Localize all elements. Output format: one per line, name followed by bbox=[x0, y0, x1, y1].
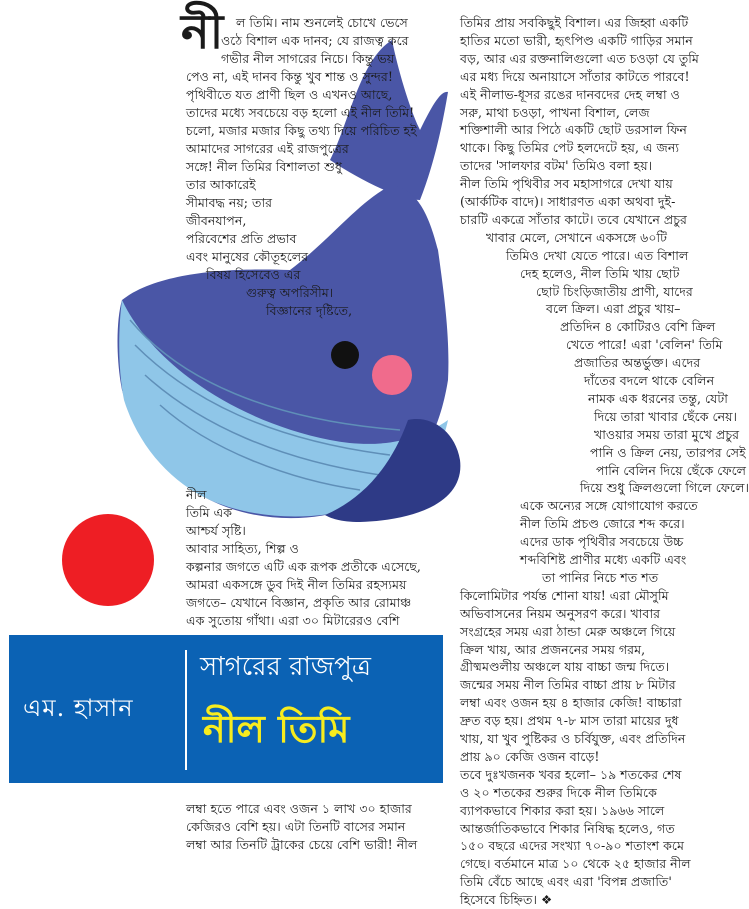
text-line: চলো, মজার মজার কিছু তথ্য দিয়ে পরিচিত হই bbox=[186, 123, 417, 138]
text-line: একে অন্যের সঙ্গে যোগাযোগ করতে bbox=[520, 498, 698, 514]
text-line: সীমাবদ্ধ নয়; তার bbox=[186, 195, 273, 210]
text-line: খাবার মেলে, সেখানে একসঙ্গে ৬০টি bbox=[486, 229, 667, 245]
text-line: গেছে। বর্তমানে মাত্র ১০ থেকে ২৫ হাজার নীল bbox=[460, 856, 691, 872]
text-line: তার আকারেই bbox=[186, 177, 256, 192]
text-line: (আর্কটিক বাদে)। সাধারণত একা অথবা দুই- bbox=[460, 194, 676, 209]
text-line: জন্মের সময় নীল তিমির বাচ্চা প্রায় ৮ মিটার bbox=[460, 677, 676, 693]
text-line: বিষয় হিসেবেও এর bbox=[206, 267, 301, 282]
text-line: ১৫০ বছরে এদের সংখ্যা ৭০-৯০ শতাংশ কমে bbox=[460, 838, 684, 854]
text-line: পরিবেশের প্রতি প্রভাব bbox=[186, 231, 297, 246]
text-line: গভীর নীল সাগরের নিচে। কিন্তু ভয় bbox=[221, 51, 395, 66]
text-line: গ্রীষ্মমণ্ডলীয় অঞ্চলে যায় বাচ্চা জন্ম দিতে। bbox=[460, 659, 670, 675]
red-circle-decoration bbox=[62, 514, 154, 606]
text-line: চারটি একত্রে সাঁতার কাটে। তবে যেখানে প্রচুর bbox=[460, 211, 687, 227]
text-line: নীল তিমি প্রচণ্ড জোরে শব্দ করে। bbox=[520, 516, 685, 532]
drop-cap: নী bbox=[181, 4, 224, 60]
text-line: লম্বা আর তিনটি ট্রাকের চেয়ে বেশি ভারী! নীল bbox=[186, 837, 418, 852]
text-line: আমাদের সাগরের এই রাজপুত্রের bbox=[186, 141, 349, 156]
text-line: ব্যাপকভাবে শিকার করা হয়। ১৯৬৬ সালে bbox=[460, 802, 665, 818]
text-line: হিসেবে চিহ্নিত। ❖ bbox=[460, 892, 553, 908]
text-line: ওঠে বিশাল এক দানব; যে রাজত্ব করে bbox=[221, 33, 409, 48]
text-line: এবং মানুষের কৌতূহলের bbox=[186, 249, 309, 264]
text-line: ছোট চিংড়িজাতীয় প্রাণী, যাদের bbox=[536, 283, 693, 299]
text-line: সরু, মাথা চওড়া, পাখনা বিশাল, লেজ bbox=[460, 104, 650, 120]
whale-cheek bbox=[372, 355, 412, 395]
text-line: ও ২০ শতকের শুরুর দিকে নীল তিমিকে bbox=[460, 784, 657, 800]
text-line: এই নীলাভ-ধূসর রঙের দানবদের দেহ লম্বা ও bbox=[460, 86, 680, 102]
text-line: তাদের 'সালফার বটম' তিমিও বলা হয়। bbox=[460, 158, 653, 174]
text-line: ল তিমি। নাম শুনলেই চোখে ভেসে bbox=[236, 15, 408, 30]
text-line: শক্তিশালী আর পিঠে একটি ছোট ডরসাল ফিন bbox=[460, 122, 687, 138]
text-line: হাতির মতো ভারী, হৃৎপিণ্ড একটি গাড়ির সমান bbox=[460, 32, 693, 48]
text-line: খায়, যা খুব পুষ্টিকর ও চর্বিযুক্ত, এবং প্রতিদিন bbox=[460, 731, 686, 746]
text-line: বড়, আর এর রক্তনালিগুলো এত চওড়া যে তুমি bbox=[460, 50, 699, 66]
text-line: শব্দবিশিষ্ট প্রাণীর মধ্যে একটি এবং bbox=[520, 552, 687, 567]
banner-divider bbox=[185, 650, 187, 770]
text-line: লম্বা এবং ওজন হয় ৪ হাজার কেজি! বাচ্চারা bbox=[460, 695, 682, 711]
text-line: তাদের মধ্যে সবচেয়ে বড় হলো এই নীল তিমি! bbox=[186, 105, 415, 120]
text-line: খেতে পারে! এরা 'বেলিন' তিমি bbox=[566, 337, 723, 353]
text-line: প্রায় ৯০ কেজি ওজন বাড়ে! bbox=[460, 748, 600, 764]
text-line: তিমিও দেখা যেতে পারে। এত বিশাল bbox=[506, 247, 689, 263]
text-line: কেজিরও বেশি হয়। এটা তিনটি বাসের সমান bbox=[186, 819, 406, 834]
text-line: সংগ্রহের সময় এরা ঠান্ডা মেরু অঞ্চলে গিয়ে bbox=[460, 623, 676, 639]
text-line: পানি ও ক্রিল নেয়, তারপর সেই bbox=[590, 444, 746, 460]
text-line: কিলোমিটার পর্যন্ত শোনা যায়! এরা মৌসুমি bbox=[460, 587, 669, 603]
text-line: কল্পনার জগতে এটি এক রূপক প্রতীকে এসেছে, bbox=[186, 559, 421, 574]
title-line-2: নীল তিমি bbox=[203, 706, 350, 751]
text-line: আন্তর্জাতিকভাবে শিকার নিষিদ্ধ হলেও, গত bbox=[460, 820, 675, 836]
text-line: থাকে। কিছু তিমির পেট হলদেটে হয়, এ জন্য bbox=[460, 140, 679, 156]
text-line: দিয়ে তারা খাবার ছেঁকে নেয়। bbox=[594, 408, 738, 424]
text-line: এর মধ্য দিয়ে অনায়াসে সাঁতার কাটতে পারবে! bbox=[460, 68, 690, 84]
text-line: আবার সাহিত্য, শিল্প ও bbox=[186, 541, 299, 556]
text-line: গুরুত্ব অপরিসীম। bbox=[246, 285, 334, 300]
text-line: পেও না, এই দানব কিন্তু খুব শান্ত ও সুন্দর! bbox=[186, 69, 393, 84]
text-line: প্রজাতির অন্তর্ভুক্ত। এদের bbox=[574, 355, 701, 371]
text-line: বিজ্ঞানের দৃষ্টিতে, bbox=[266, 303, 353, 318]
text-line: লম্বা হতে পারে এবং ওজন ১ লাখ ৩০ হাজার bbox=[186, 801, 412, 816]
text-line: নামক এক ধরনের তন্তু, যেটা bbox=[588, 390, 728, 406]
text-line: পানি বেলিন দিয়ে ছেঁকে ফেলে bbox=[596, 462, 747, 478]
text-line: দাঁতের বদলে থাকে বেলিন bbox=[584, 373, 715, 388]
author-name: এম. হাসান bbox=[23, 694, 134, 722]
text-line: নীল তিমি পৃথিবীর সব মহাসাগরে দেখা যায় bbox=[460, 176, 673, 192]
text-line: বলে ক্রিল। এরা প্রচুর খায়– bbox=[546, 301, 681, 317]
text-line: জগতে– যেখানে বিজ্ঞান, প্রকৃতি আর রোমাঞ্চ bbox=[186, 595, 412, 610]
text-line: অভিবাসনের নিয়ম অনুসরণ করে। খাবার bbox=[460, 605, 661, 621]
text-line: আমরা একসঙ্গে ডুব দিই নীল তিমির রহস্যময় bbox=[186, 577, 407, 592]
text-line: প্রতিদিন ৪ কোটিরও বেশি ক্রিল bbox=[560, 319, 716, 335]
title-line-1: সাগরের রাজপুত্র bbox=[200, 652, 371, 682]
text-line: খাওয়ার সময় তারা মুখে প্রচুর bbox=[594, 426, 740, 442]
text-line: দিয়ে শুধু ক্রিলগুলো গিলে ফেলে। bbox=[580, 480, 749, 496]
text-line: সঙ্গে! নীল তিমির বিশালতা শুধু bbox=[186, 159, 342, 174]
text-line: দ্রুত বড় হয়। প্রথম ৭-৮ মাস তারা মায়ের দুধ bbox=[460, 713, 679, 729]
text-line: তিমির প্রায় সবকিছুই বিশাল। এর জিহ্বা একটি bbox=[460, 15, 689, 30]
text-line: তিমি বেঁচে আছে এবং এরা 'বিপন্ন প্রজাতি' bbox=[460, 874, 672, 890]
whale-eye bbox=[331, 341, 359, 369]
text-line: এক সুতোয় গাঁথা। এরা ৩০ মিটারেরও বেশি bbox=[186, 613, 400, 628]
text-line: আশ্চর্য সৃষ্টি। bbox=[186, 523, 246, 538]
text-line: তবে দুঃখজনক খবর হলো– ১৯ শতকের শেষ bbox=[460, 766, 682, 782]
text-line: তিমি এক bbox=[186, 505, 233, 520]
text-line: নীল bbox=[186, 487, 207, 502]
text-line: দেহ হলেও, নীল তিমি খায় ছোট bbox=[520, 265, 680, 281]
text-line: পৃথিবীতে যত প্রাণী ছিল ও এখনও আছে, bbox=[186, 87, 393, 102]
text-line: ক্রিল খায়, আর প্রজননের সময় গরম, bbox=[460, 641, 646, 657]
text-line: তা পানির নিচে শত শত bbox=[542, 569, 659, 585]
text-line: জীবনযাপন, bbox=[186, 213, 247, 228]
text-line: এদের ডাক পৃথিবীর সবচেয়ে উচ্চ bbox=[520, 534, 684, 550]
